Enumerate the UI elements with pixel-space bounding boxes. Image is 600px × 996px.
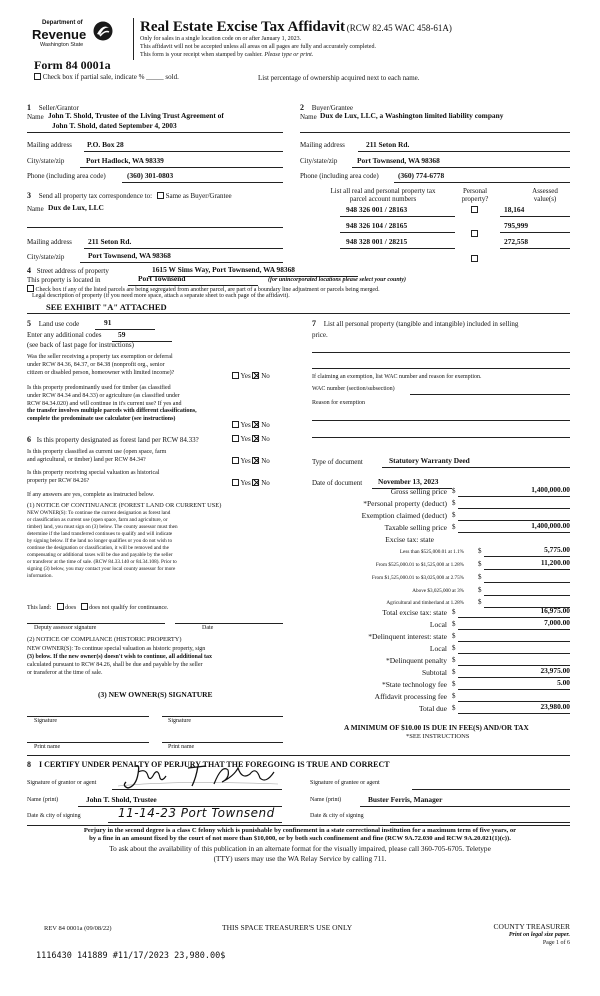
yes-checkbox[interactable]	[232, 372, 239, 379]
exemption-deduct-label: Exemption claimed (deduct)	[361, 511, 447, 520]
deputy-date-label: Date	[202, 625, 214, 631]
tier1-label: Less than $525,000.01 at 1.1%	[399, 549, 464, 555]
tier2-label: From $525,000.01 to $1,525,000 at 1.28%	[375, 562, 464, 568]
forest-question: 6 Is this property designated as forest land per RCW 84.33?	[27, 435, 199, 444]
corr-name[interactable]: Dux de Lux, LLC	[48, 203, 104, 212]
wac-label: WAC number (section/subsection)	[312, 386, 395, 392]
assessed-value[interactable]: 795,999	[504, 221, 529, 230]
street-label: 4 Street address of property	[27, 266, 109, 275]
reason-label: Reason for exemption	[312, 400, 365, 406]
seller-mailing[interactable]: P.O. Box 28	[87, 140, 124, 149]
subtotal[interactable]: 23,975.00	[540, 666, 570, 675]
total-state-label: Total excise tax: state	[382, 608, 447, 617]
corr-name-label: Name	[27, 205, 44, 213]
does-checkbox[interactable]	[57, 603, 64, 610]
assessed-value[interactable]: 18,164	[504, 205, 525, 214]
personal-property-checkbox[interactable]	[471, 255, 478, 262]
header-note1: Only for sales in a single location code on or after January 1, 2023.	[140, 36, 302, 42]
tier2-tax[interactable]: 11,200.00	[540, 558, 570, 567]
see-back-note: (see back of last page for instructions)	[27, 341, 134, 349]
total-due-label: Total due	[418, 704, 447, 713]
buyer-phone-label: Phone (including area code)	[300, 172, 379, 180]
no-checkbox[interactable]	[252, 421, 259, 428]
no-checkbox[interactable]	[252, 372, 259, 379]
notice-compliance-body: NEW OWNER(S): To continue special valuation as historic property, sign (3) below. If the new owner(s) doesn't wish to continue, all additional tax calculated pursuant to RCW 84.26, shall be due and payable by the seller or transferor at the time of sale.	[27, 646, 213, 677]
forest-yes-no: Yes No	[232, 435, 270, 443]
corr-mailing[interactable]: 211 Seton Rd.	[88, 237, 132, 246]
personal-deduct-label: *Personal property (deduct)	[363, 499, 447, 508]
seller-city-label: City/state/zip	[27, 157, 65, 165]
does-not-checkbox[interactable]	[81, 603, 88, 610]
partial-sale-label: Check box if partial sale, indicate % _____ sold.	[42, 73, 179, 81]
grantor-name[interactable]: John T. Shold, Trustee	[86, 795, 157, 804]
personal-property-checkbox[interactable]	[471, 230, 478, 237]
seller-heading: 1 Seller/Grantor	[27, 103, 79, 112]
owner-signature-label-2: Signature	[168, 718, 191, 724]
exemption-yes-no: Yes No	[232, 372, 270, 380]
delinquent-penalty-label: *Delinquent penalty	[385, 656, 447, 665]
grantor-signature-label: Signature of grantor or agent	[27, 780, 97, 786]
parcel-number[interactable]: 948 326 001 / 28163	[346, 205, 408, 214]
grantee-date-label: Date & city of signing	[310, 813, 364, 819]
if-yes-note: If any answers are yes, complete as instructed below.	[27, 492, 155, 498]
notice-compliance-title: (2) NOTICE OF COMPLIANCE (HISTORIC PROPERTY)	[27, 636, 182, 643]
delinquent-interest-local-label: Local	[429, 644, 447, 653]
owner-print-name-label-2: Print name	[168, 744, 195, 750]
grantor-date-city[interactable]: 11-14-23 Port Townsend	[118, 806, 275, 820]
personal-property-label: 7 List all personal property (tangible and intangible) included in selling	[312, 319, 519, 328]
additional-codes-label: Enter any additional codes	[27, 331, 102, 339]
grantee-signature-label: Signature of grantee or agent	[310, 780, 380, 786]
buyer-name[interactable]: Dux de Lux, LLC, a Washington limited liability company	[320, 111, 504, 120]
total-excise-local[interactable]: 7,000.00	[544, 618, 570, 627]
excise-tax-label: Excise tax: state	[385, 535, 434, 544]
grantor-date-label: Date & city of signing	[27, 813, 81, 819]
seller-phone-label: Phone (including area code)	[27, 172, 106, 180]
tech-fee[interactable]: 5.00	[557, 678, 570, 687]
seller-mailing-label: Mailing address	[27, 141, 72, 149]
owner-print-name-label: Print name	[34, 744, 61, 750]
correspondence-row: 3 Send all property tax correspondence to: Same as Buyer/Grantee	[27, 191, 232, 200]
same-as-buyer-checkbox[interactable]	[157, 192, 164, 199]
land-use-label: 5 Land use code	[27, 319, 80, 328]
parcel-col2-header: Personal property?	[461, 187, 489, 204]
header-note2: This affidavit will not be accepted unless all areas on all pages are fully and accurately completed.	[140, 44, 376, 50]
corr-city-label: City/state/zip	[27, 253, 65, 261]
form-rcw: (RCW 82.45 WAC 458-61A)	[346, 23, 452, 33]
yes-checkbox[interactable]	[232, 479, 239, 486]
availability-note: To ask about the availability of this publication in an alternate format for the visually impaired, please call 360-705-6705. Teletype	[109, 844, 491, 853]
located-label: This property is located in	[27, 276, 101, 284]
doc-type-label: Type of document	[312, 458, 363, 466]
exemption-note: If claiming an exemption, list WAC number and reason for exemption.	[312, 374, 482, 380]
legal-paper-note: Print on legal size paper.	[508, 932, 570, 938]
total-excise-state[interactable]: 16,975.00	[540, 606, 570, 615]
this-land-row: This land: does does not qualify for continuance.	[27, 605, 169, 611]
yes-checkbox[interactable]	[232, 435, 239, 442]
land-use-code[interactable]: 91	[104, 318, 112, 327]
deputy-signature-label: Deputy assessor signature	[34, 625, 97, 631]
taxable-label: Taxable selling price	[384, 523, 447, 532]
timber-question: Is this property predominantly used for timber (as classified under RCW 84.34 and 84.33) or agriculture (as classified under RCW 84.34.020) and will continue in it's current use? If yes and the transfer involves multiple parcels with different classifications, complete the predominate use calculator (see instructions)	[27, 385, 197, 423]
gross-selling-price[interactable]: 1,400,000.00	[531, 485, 570, 494]
notice-continuance-body: NEW OWNER(S): To continue the current designation as forest land or classification as current use (open space, farm and agriculture, or timber) land, you must sign on (3) below. The county assessor must then determine if the land transferred continues to qualify and will indicate by signing below. If the land no longer qualifies or you do not wish to continue the designation or classification, it will be removed and the compensating or additional taxes will be due and payable by the seller or transferor at the time of sale. (RCW 84.33.140 or 84.34.108). Prior to signing (3) below, you may contact your local county assessor for more information.	[27, 510, 178, 580]
parcel-number[interactable]: 948 326 104 / 28165	[346, 221, 408, 230]
tier5-label: Agricultural and timberland at 1.28%	[386, 600, 464, 606]
yes-checkbox[interactable]	[232, 457, 239, 464]
minimum-due-note: A MINIMUM OF $10.00 IS DUE IN FEE(S) AND/OR TAX	[344, 723, 529, 732]
rev-number: REV 84 0001a (09/08/22)	[44, 925, 112, 932]
partial-sale-row	[34, 73, 179, 81]
buyer-city-label: City/state/zip	[300, 157, 338, 165]
dept-line2: Revenue	[32, 27, 87, 42]
buyer-mailing-label: Mailing address	[300, 141, 345, 149]
no-checkbox[interactable]	[252, 435, 259, 442]
corr-city[interactable]: Port Townsend, WA 98368	[88, 251, 171, 260]
perjury-line2: by a fine in an amount fixed by the court of not more than $10,000, or by both such confinement and fine (RCW 9A.72.030 and RCW 9A.20.021(1)(c)).	[89, 835, 511, 842]
notice-continuance-title: (1) NOTICE OF CONTINUANCE (FOREST LAND OR CURRENT USE)	[27, 502, 222, 509]
grantee-name[interactable]: Buster Ferris, Manager	[368, 795, 443, 804]
exemption-question: Was the seller receiving a property tax exemption or deferral under RCW 84.36, 84.37, or 84.38 (nonprofit org., senior citizen or disabled person, homeowner with limited income)?	[27, 354, 175, 376]
buyer-name-label: Name	[300, 113, 317, 121]
dept-line3: Washington State	[40, 42, 84, 48]
treasurer-stamp: 1116430 141889 #11/17/2023 23,980.00$	[36, 951, 226, 961]
subtotal-label: Subtotal	[421, 668, 447, 677]
current-use-yes-no: Yes No	[232, 457, 270, 465]
dept-line1: Department of	[42, 20, 83, 26]
perjury-line1: Perjury in the second degree is a class C felony which is punishable by confinement in a state correctional institution for a maximum term of five years, or	[83, 827, 517, 834]
segregated-row: Check box if any of the listed parcels are being segregated from another parcel, are part of a boundary line adjustment or parcels being merged.	[27, 285, 380, 294]
gross-label: Gross selling price	[390, 487, 447, 496]
parcel-col1-header: List all real and personal property tax parcel account numbers	[330, 187, 436, 204]
local-label: Local	[429, 620, 447, 629]
ownership-note: List percentage of ownership acquired next to each name.	[258, 74, 420, 82]
see-instructions-note: *SEE INSTRUCTIONS	[406, 733, 470, 740]
affidavit-fee-label: Affidavit processing fee	[374, 692, 447, 701]
seller-city[interactable]: Port Hadlock, WA 98339	[86, 156, 164, 165]
buyer-heading: 2 Buyer/Grantee	[300, 103, 353, 112]
no-checkbox[interactable]	[252, 479, 259, 486]
yes-checkbox[interactable]	[232, 421, 239, 428]
buyer-phone[interactable]: (360) 774-6778	[398, 171, 445, 180]
new-owner-signature-heading: (3) NEW OWNER(S) SIGNATURE	[98, 690, 213, 699]
assessed-value[interactable]: 272,558	[504, 237, 529, 246]
historic-question: Is this property receiving special valuation as historical property per RCW 84.26?	[27, 470, 160, 484]
corr-mailing-label: Mailing address	[27, 238, 72, 246]
total-due[interactable]: 23,980.00	[540, 702, 570, 711]
grantor-name-label: Name (print)	[27, 797, 59, 803]
tier3-label: From $1,525,000.01 to $3,025,000 at 2.75%	[371, 575, 464, 581]
personal-property-checkbox[interactable]	[471, 206, 478, 213]
tty-note: (TTY) users may use the WA Relay Service by calling 711.	[213, 854, 387, 863]
delinquent-interest-state-label: *Delinquent interest: state	[368, 632, 447, 641]
buyer-city[interactable]: Port Townsend, WA 98368	[357, 156, 440, 165]
tier4-label: Above $3,025,000 at 3%	[412, 588, 464, 594]
form-title: Real Estate Excise Tax Affidavit	[140, 19, 345, 35]
partial-sale-checkbox[interactable]	[34, 73, 41, 80]
seller-name-line1[interactable]: John T. Shold, Trustee of the Living Trust Agreement of	[48, 111, 224, 120]
current-use-question: Is this property classified as current use (open space, farm and agricultural, or timber) land per RCW 84.34?	[27, 449, 167, 463]
buyer-mailing[interactable]: 211 Seton Rd.	[366, 140, 410, 149]
form-number: Form 84 0001a	[34, 58, 111, 72]
personal-property-label-2: price.	[312, 331, 328, 339]
unincorporated-note: (for unincorporated locations please select your county)	[268, 277, 406, 283]
no-checkbox[interactable]	[252, 457, 259, 464]
treasurer-use-only: THIS SPACE TREASURER'S USE ONLY	[222, 923, 353, 932]
tier1-tax[interactable]: 5,775.00	[544, 545, 570, 554]
header-divider	[133, 18, 134, 60]
segregated-checkbox[interactable]	[27, 285, 34, 292]
timber-yes-no: Yes No	[232, 421, 270, 429]
additional-codes[interactable]: 59	[118, 330, 126, 339]
wa-swoosh-icon	[92, 20, 114, 42]
legal-description[interactable]: SEE EXHIBIT "A" ATTACHED	[46, 302, 167, 312]
grantee-name-label: Name (print)	[310, 797, 342, 803]
owner-signature-label: Signature	[34, 718, 57, 724]
doc-date[interactable]: November 13, 2023	[378, 477, 439, 486]
seller-name-label: Name	[27, 113, 44, 121]
taxable-selling-price[interactable]: 1,400,000.00	[531, 521, 570, 530]
located-in[interactable]: Port Townsend	[138, 274, 186, 283]
legal-description-label: Legal description of property (if you need more space, attach a separate sheet to each page of the affidavit).	[32, 293, 290, 299]
doc-type[interactable]: Statutory Warranty Deed	[389, 456, 470, 465]
historic-yes-no: Yes No	[232, 479, 270, 487]
parcel-col3-header: Assessed value(s)	[532, 187, 558, 204]
certify-statement: 8 I CERTIFY UNDER PENALTY OF PERJURY THAT THE FOREGOING IS TRUE AND CORRECT	[27, 760, 390, 769]
county-treasurer: COUNTY TREASURER	[493, 922, 570, 931]
header-note3: This form is your receipt when stamped by cashier. Please type or print.	[140, 52, 314, 58]
page-number: Page 1 of 6	[542, 940, 570, 946]
parcel-number[interactable]: 948 328 001 / 28215	[346, 237, 408, 246]
tech-fee-label: *State technology fee	[382, 680, 447, 689]
dept-logo	[32, 20, 122, 56]
street-address[interactable]: 1615 W Sims Way, Port Townsend, WA 98368	[152, 265, 295, 274]
doc-date-label: Date of document	[312, 479, 363, 487]
seller-name-line2[interactable]: John T. Shold, dated September 4, 2003	[52, 121, 177, 130]
seller-phone[interactable]: (360) 301-0803	[127, 171, 174, 180]
